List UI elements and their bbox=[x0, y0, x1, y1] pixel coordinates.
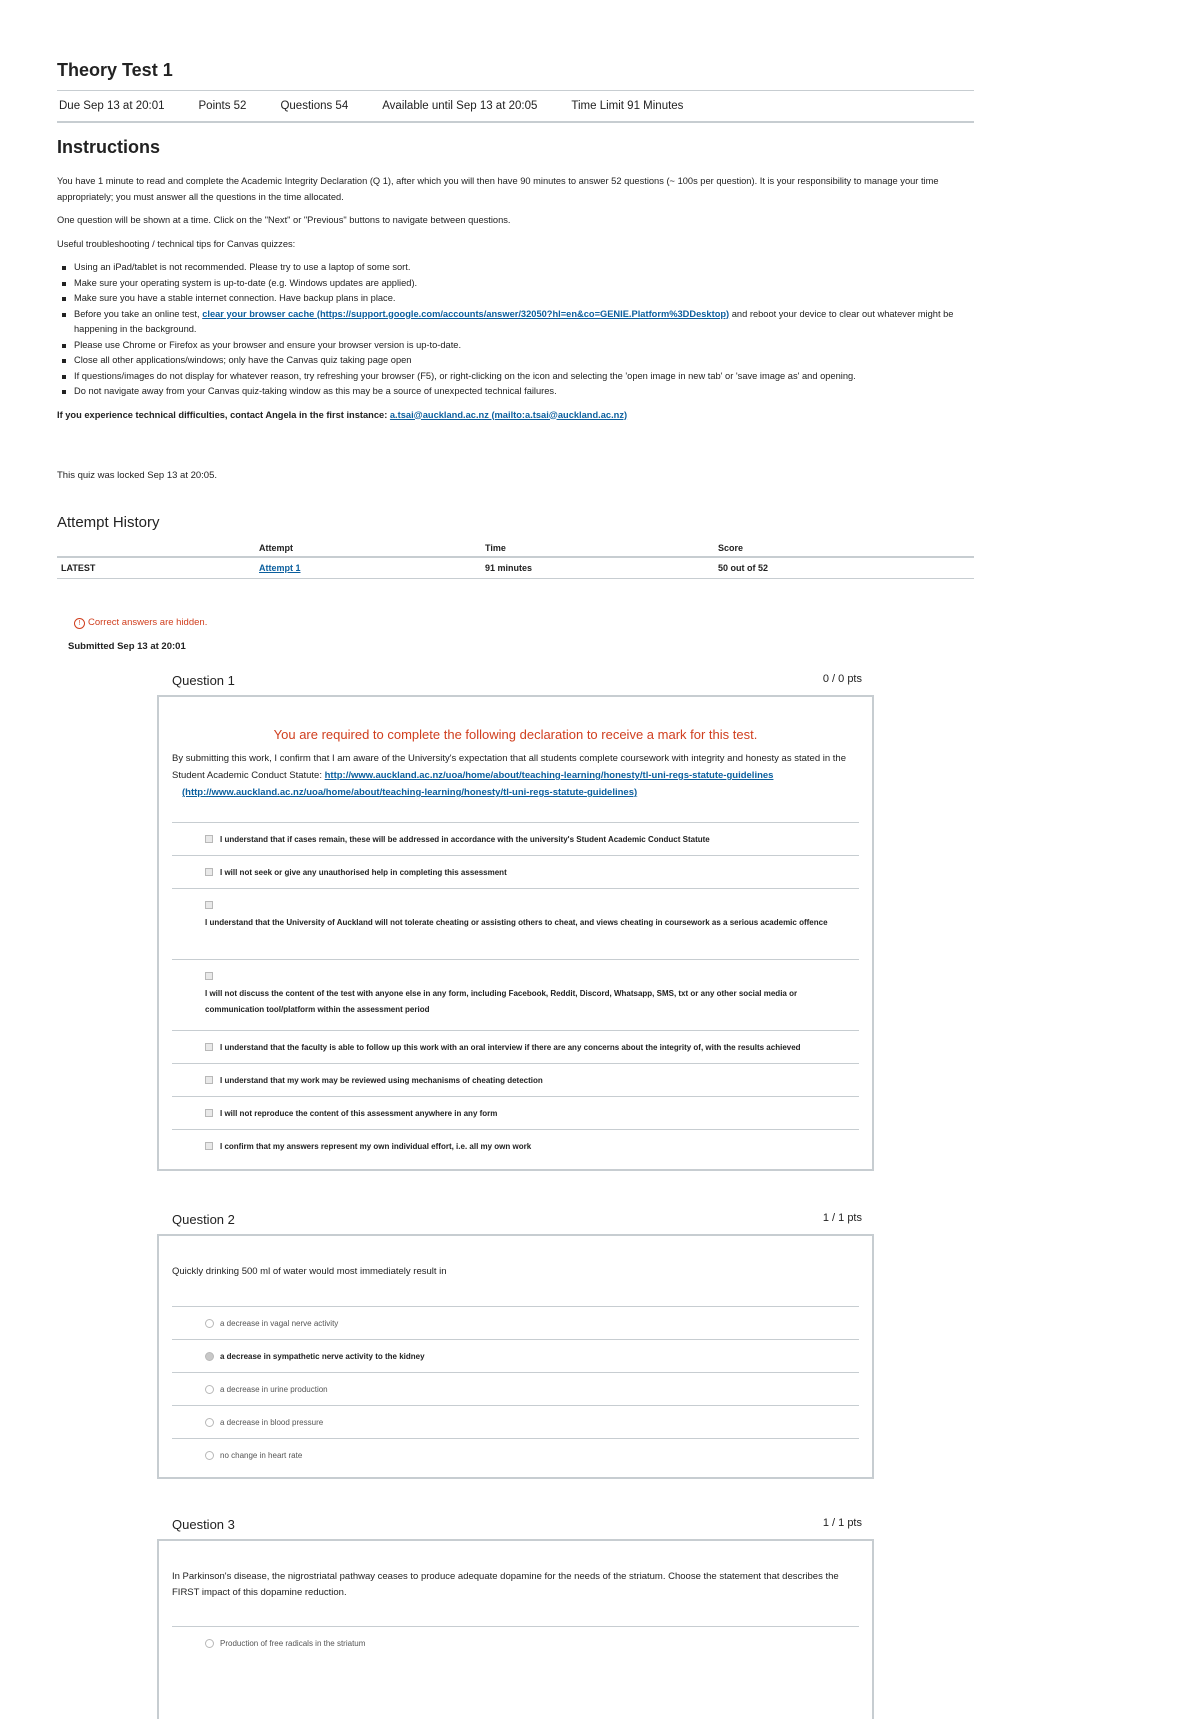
question-points: 1 / 1 pts bbox=[822, 1212, 862, 1224]
checkbox-icon[interactable] bbox=[205, 1142, 213, 1150]
answer-option[interactable] bbox=[172, 1306, 859, 1339]
declaration-option[interactable] bbox=[172, 855, 859, 888]
radio-icon[interactable] bbox=[205, 1418, 214, 1427]
option-text: I will not seek or give any unauthorised help in completing this assessment bbox=[220, 868, 507, 877]
option-text: I confirm that my answers represent my own individual effort, i.e. all my own work bbox=[220, 1142, 532, 1151]
answer-option[interactable] bbox=[172, 1626, 859, 1659]
quiz-meta-bar bbox=[57, 90, 974, 123]
locked-notice: This quiz was locked Sep 13 at 20:05. bbox=[57, 470, 218, 481]
declaration-body bbox=[172, 750, 859, 801]
option-text: Production of free radicals in the striatum bbox=[220, 1639, 366, 1648]
question-box bbox=[157, 1234, 874, 1479]
checkbox-icon[interactable] bbox=[205, 1109, 213, 1117]
option-text: I understand that the faculty is able to follow up this work with an oral interview if there are any concerns about the integrity of, with the results achieved bbox=[220, 1043, 801, 1052]
declaration-heading: You are required to complete the following declaration to receive a mark for this test. bbox=[273, 727, 758, 742]
tips-list bbox=[57, 260, 974, 400]
question-box bbox=[157, 695, 874, 1171]
option-text: I will not discuss the content of the test with anyone else in any form, including Facebook, Reddit, Discord, Whatsapp, SMS, txt or any other social media or communication tool/platform within the assessment period bbox=[205, 989, 798, 1014]
tip-item: If questions/images do not display for whatever reason, try refreshing your browser (F5), or right-clicking on the icon and selecting the 'open image in new tab' or 'save image as' and opening. bbox=[74, 369, 974, 385]
declaration-text: By submitting this work, I confirm that I am aware of the University's expectation that all students complete coursework with integrity and honesty as stated in the Student Academic Conduct Statute: bbox=[172, 753, 846, 781]
option-text: I understand that if cases remain, these will be addressed in accordance with the university's Student Academic Conduct Statute bbox=[220, 835, 710, 844]
question-box bbox=[157, 1539, 874, 1719]
question-header bbox=[172, 1517, 862, 1532]
table-header-row bbox=[57, 540, 974, 557]
attempt-history-heading: Attempt History bbox=[57, 514, 160, 531]
hidden-answers-note bbox=[74, 617, 207, 629]
answer-option[interactable] bbox=[172, 1372, 859, 1405]
checkbox-icon[interactable] bbox=[205, 835, 213, 843]
declaration-option[interactable] bbox=[172, 959, 859, 1030]
contact-email-link[interactable]: a.tsai@auckland.ac.nz (mailto:a.tsai@auckland.ac.nz) bbox=[389, 409, 628, 420]
latest-label: LATEST bbox=[57, 557, 255, 579]
table-row bbox=[57, 557, 974, 579]
column-header: Time bbox=[481, 540, 714, 557]
option-text: I understand that my work may be reviewed using mechanisms of cheating detection bbox=[220, 1076, 543, 1085]
declaration-option[interactable] bbox=[172, 888, 859, 959]
declaration-options bbox=[159, 822, 872, 1162]
submitted-time: Submitted Sep 13 at 20:01 bbox=[68, 641, 186, 652]
time-limit: Time Limit 91 Minutes bbox=[571, 100, 684, 112]
available-until: Available until Sep 13 at 20:05 bbox=[382, 100, 538, 112]
answer-options bbox=[159, 1626, 872, 1659]
checkbox-icon[interactable] bbox=[205, 1076, 213, 1084]
attempt-history-table bbox=[57, 540, 974, 579]
radio-icon[interactable] bbox=[205, 1639, 214, 1648]
questions-count: Questions 54 bbox=[280, 100, 349, 112]
column-header bbox=[57, 540, 255, 557]
tip-text: and reboot your device to clear out whatever might be happening in the background. bbox=[74, 308, 954, 334]
instructions-heading: Instructions bbox=[57, 137, 161, 157]
answer-option[interactable] bbox=[172, 1405, 859, 1438]
answer-option-selected[interactable] bbox=[172, 1339, 859, 1372]
option-text: a decrease in urine production bbox=[220, 1385, 328, 1394]
declaration-option[interactable] bbox=[172, 822, 859, 855]
option-text: no change in heart rate bbox=[220, 1451, 303, 1460]
statute-link-url[interactable]: (http://www.auckland.ac.nz/uoa/home/about/teaching-learning/honesty/tl-uni-regs-statute-guidelines) bbox=[182, 787, 638, 798]
tip-item: Make sure your operating system is up-to-date (e.g. Windows updates are applied). bbox=[74, 276, 974, 292]
instructions-paragraph: One question will be shown at a time. Click on the "Next" or "Previous" buttons to navigate between questions. bbox=[57, 215, 511, 225]
statute-link[interactable]: http://www.auckland.ac.nz/uoa/home/about/teaching-learning/honesty/tl-uni-regs-statute-guidelines bbox=[324, 770, 774, 781]
attempt-score: 50 out of 52 bbox=[714, 557, 974, 579]
tip-text: Before you take an online test, bbox=[74, 308, 200, 319]
question-points: 0 / 0 pts bbox=[822, 673, 862, 685]
question-label: Question 1 bbox=[172, 673, 235, 688]
checkbox-icon[interactable] bbox=[205, 868, 213, 876]
tip-item: Make sure you have a stable internet connection. Have backup plans in place. bbox=[74, 291, 974, 307]
question-text: Quickly drinking 500 ml of water would most immediately result in bbox=[172, 1266, 447, 1277]
attempt-link[interactable]: Attempt 1 bbox=[259, 563, 301, 573]
due-date: Due Sep 13 at 20:01 bbox=[59, 100, 165, 112]
radio-icon[interactable] bbox=[205, 1385, 214, 1394]
hidden-answers-text: Correct answers are hidden. bbox=[88, 617, 208, 628]
option-text: a decrease in blood pressure bbox=[220, 1418, 324, 1427]
tip-item: Do not navigate away from your Canvas quiz-taking window as this may be a source of unexpected technical failures. bbox=[74, 384, 974, 400]
tip-item-cache bbox=[74, 307, 974, 338]
question-points: 1 / 1 pts bbox=[822, 1517, 862, 1529]
contact-text: If you experience technical difficulties, contact Angela in the first instance: bbox=[57, 409, 388, 420]
clear-cache-link[interactable]: clear your browser cache (https://support.google.com/accounts/answer/32050?hl=en&co=GENIE.Platform%3DDesktop) bbox=[202, 308, 730, 319]
checkbox-icon[interactable] bbox=[205, 1043, 213, 1051]
option-text: a decrease in vagal nerve activity bbox=[220, 1319, 339, 1328]
column-header: Attempt bbox=[255, 540, 481, 557]
warning-icon: ! bbox=[74, 618, 85, 629]
column-header: Score bbox=[714, 540, 974, 557]
tip-item: Please use Chrome or Firefox as your browser and ensure your browser version is up-to-date. bbox=[74, 338, 974, 354]
answer-option[interactable] bbox=[172, 1438, 859, 1471]
radio-icon[interactable] bbox=[205, 1451, 214, 1460]
declaration-option[interactable] bbox=[172, 1063, 859, 1096]
instructions-body bbox=[57, 174, 974, 431]
checkbox-icon[interactable] bbox=[205, 901, 213, 909]
declaration-option[interactable] bbox=[172, 1129, 859, 1162]
tip-item: Close all other applications/windows; only have the Canvas quiz taking page open bbox=[74, 353, 974, 369]
question-text: In Parkinson's disease, the nigrostriatal pathway ceases to produce adequate dopamine for the needs of the striatum. Choose the statement that describes the FIRST impact of this dopamine reduction. bbox=[172, 1571, 839, 1598]
option-text: I will not reproduce the content of this assessment anywhere in any form bbox=[220, 1109, 498, 1118]
option-text: a decrease in sympathetic nerve activity to the kidney bbox=[220, 1352, 425, 1361]
points-total: Points 52 bbox=[198, 100, 247, 112]
declaration-option[interactable] bbox=[172, 1030, 859, 1063]
question-header bbox=[172, 1212, 862, 1227]
question-label: Question 2 bbox=[172, 1212, 235, 1227]
contact-paragraph bbox=[57, 408, 974, 424]
attempt-cell bbox=[255, 557, 481, 579]
tip-item: Using an iPad/tablet is not recommended. Please try to use a laptop of some sort. bbox=[74, 260, 974, 276]
question-header bbox=[172, 673, 862, 688]
checkbox-icon[interactable] bbox=[205, 972, 213, 980]
declaration-option[interactable] bbox=[172, 1096, 859, 1129]
attempt-time: 91 minutes bbox=[481, 557, 714, 579]
answer-options bbox=[159, 1306, 872, 1471]
page-title: Theory Test 1 bbox=[57, 60, 173, 80]
radio-selected-icon[interactable] bbox=[205, 1352, 214, 1361]
question-label: Question 3 bbox=[172, 1517, 235, 1532]
radio-icon[interactable] bbox=[205, 1319, 214, 1328]
option-text: I understand that the University of Auckland will not tolerate cheating or assisting others to cheat, and views cheating in coursework as a serious academic offence bbox=[205, 918, 828, 927]
instructions-paragraph: Useful troubleshooting / technical tips for Canvas quizzes: bbox=[57, 238, 296, 249]
instructions-paragraph: You have 1 minute to read and complete the Academic Integrity Declaration (Q 1), after which you will then have 90 minutes to answer 52 questions (~ 100s per question). It is your responsibility to manage your time appropriately; you must answer all the questions in the time allocated. bbox=[57, 176, 939, 202]
